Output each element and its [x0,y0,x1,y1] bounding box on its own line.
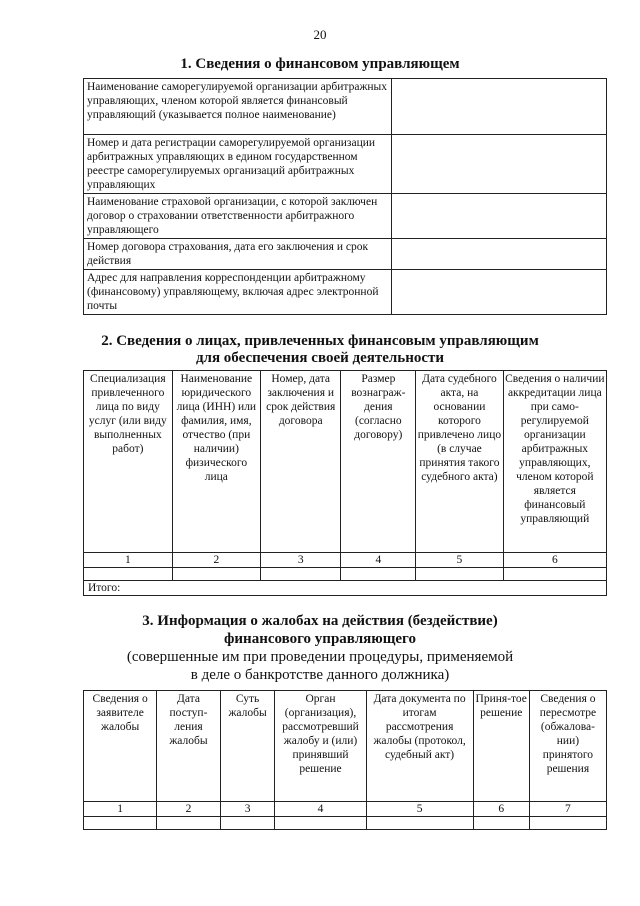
section3-subtitle: (совершенные им при проведении процедуры, применяемой [126,649,514,665]
header-row [84,691,607,802]
total-label: Итого: [84,581,607,596]
column-header: Орган (организация), рассмотревший жалобу и (или) принявший решение [275,691,366,802]
table-row [84,239,607,270]
column-header: Дата судебного акта, на основании которого привлечено лицо (в случае принятия такого судебного акта) [416,371,503,553]
row-value [391,270,606,315]
row-value [391,194,606,239]
row-label: Адрес для направления корреспонденции арбитражному (финансовому) управляющему, включая адрес электронной почты [84,270,392,315]
column-header: Наименование юридического лица (ИНН) или фамилия, имя, отчество (при наличии) физического лица [172,371,260,553]
table-row [84,135,607,194]
column-number: 6 [473,802,529,817]
column-number: 5 [366,802,473,817]
column-header: Суть жалобы [220,691,275,802]
financial-manager-table [83,78,607,315]
number-row [84,553,607,568]
column-number: 5 [416,553,503,568]
table-row [84,568,607,581]
column-header: Специализация привлеченного лица по виду услуг (или виду выполненных работ) [84,371,173,553]
column-header: Сведения о наличии аккредитации лица при само-регулируемой организации арбитражных управляющих, членом которой является финансовый управляющий [503,371,606,553]
row-value [391,79,606,135]
row-label: Номер и дата регистрации саморегулируемой организации арбитражных управляющих в едином государственном реестре саморегулируемых организаций арбитражных управляющих [84,135,392,194]
section3-title-line2: финансового управляющего [224,631,416,647]
section1-title: 1. Сведения о финансовом управляющем [180,56,460,72]
table-row [84,79,607,135]
column-number: 3 [220,802,275,817]
section3-subtitle-line2: в деле о банкротстве данного должника) [190,667,450,683]
column-number: 4 [341,553,416,568]
column-number: 2 [157,802,220,817]
section3-title: 3. Информация о жалобах на действия (бездействие) [142,613,498,629]
column-number: 4 [275,802,366,817]
column-header: Дата поступ-ления жалобы [157,691,220,802]
row-value [391,239,606,270]
row-label: Наименование страховой организации, с которой заключен договор о страховании ответственности арбитражного управляющего [84,194,392,239]
table-row [84,817,607,830]
row-label: Номер договора страхования, дата его заключения и срок действия [84,239,392,270]
column-header: Сведения о пересмотре (обжалова-нии) принятого решения [529,691,606,802]
complaints-table [83,690,607,830]
column-number: 3 [260,553,340,568]
section2-title-line2: для обеспечения своей деятельности [195,350,445,366]
column-number: 6 [503,553,606,568]
number-row [84,802,607,817]
column-number: 2 [172,553,260,568]
table-row [84,194,607,239]
column-number: 1 [84,553,173,568]
column-number: 1 [84,802,157,817]
total-row [84,581,607,596]
column-number: 7 [529,802,606,817]
row-label: Наименование саморегулируемой организации арбитражных управляющих, членом которой является финансовый управляющий (указывается полное наименование) [84,79,392,135]
column-header: Приня-тое решение [473,691,529,802]
engaged-persons-table [83,370,607,596]
row-value [391,135,606,194]
section2-title: 2. Сведения о лицах, привлеченных финансовым управляющим [101,333,539,349]
table-row [84,270,607,315]
column-header: Номер, дата заключения и срок действия договора [260,371,340,553]
column-header: Размер вознаграж-дения (согласно договору) [341,371,416,553]
column-header: Дата документа по итогам рассмотрения жалобы (протокол, судебный акт) [366,691,473,802]
column-header: Сведения о заявителе жалобы [84,691,157,802]
header-row [84,371,607,553]
page-number: 20 [313,27,327,42]
